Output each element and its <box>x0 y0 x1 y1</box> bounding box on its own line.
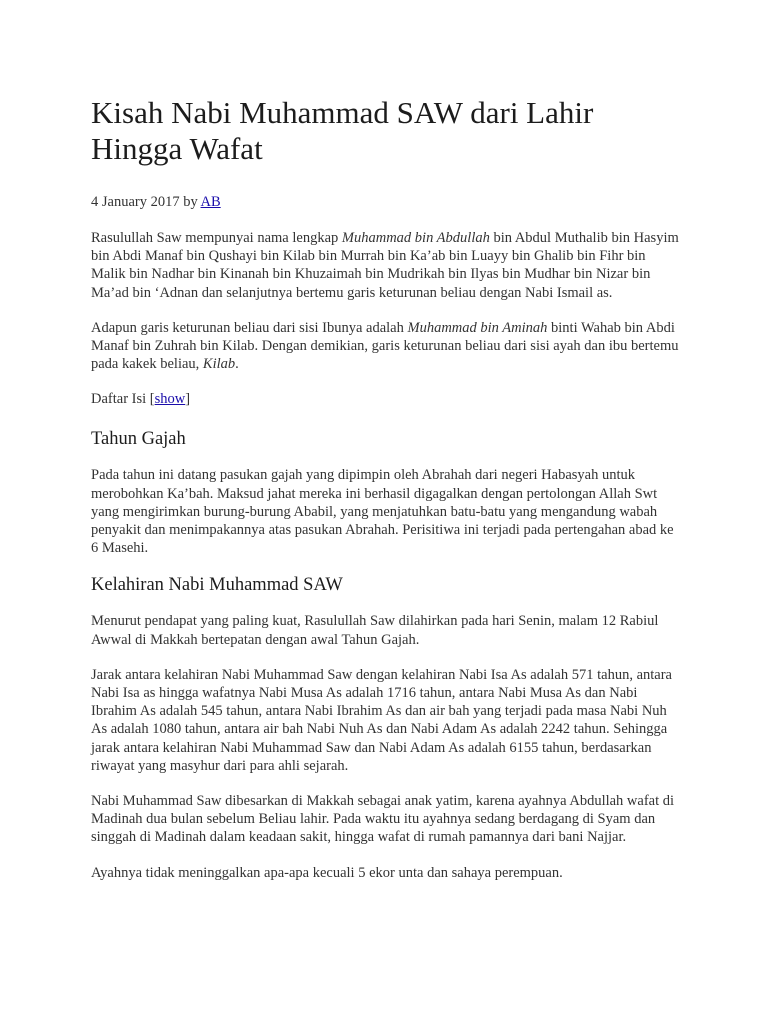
section2-paragraph-1: Menurut pendapat yang paling kuat, Rasulullah Saw dilahirkan pada hari Senin, malam 12 Rabiul Awwal di Makkah bertepatan dengan awal Tahun Gajah. <box>91 613 659 648</box>
intro-paragraph-2 <box>91 319 681 374</box>
intro-p1-text-b: bin Abdul Muthalib bin Hasyim bin Abdi Manaf bin Qushayi bin Kilab bin Murrah bin Ka’ab bin Luayy bin Ghalib bin Fihr bin Malik bin Nadhar bin Kinanah bin Khuzaimah bin Mudrikah bin Ilyas bin Mudhar bin Nizar bin Ma’ad bin ‘Adnan dan selanjutnya bertemu garis keturunan beliau dengan Nabi Ismail as. <box>91 230 679 301</box>
section1-paragraph-1: Pada tahun ini datang pasukan gajah yang dipimpin oleh Abrahah dari negeri Habasyah untuk merobohkan Ka’bah. Maksud jahat mereka ini berhasil digagalkan dengan pertolongan Allah Swt yang mengirimkan burung-burung Ababil, yang menjatuhkan batu-batu yang mengandung wabah penyakit dan menimpakannya atas pasukan Abrahah. Perisitiwa ini terjadi pada pertengahan abad ke 6 Masehi. <box>91 467 674 557</box>
section-heading-tahun-gajah: Tahun Gajah <box>91 429 186 450</box>
section2-paragraph-2: Jarak antara kelahiran Nabi Muhammad Saw dengan kelahiran Nabi Isa As adalah 571 tahun, antara Nabi Isa as hingga wafatnya Nabi Musa As adalah 1716 tahun, antara Nabi Musa As dan Nabi Ibrahim As adalah 545 tahun, antara Nabi Ibrahim As dan air bah yang terjadi pada masa Nabi Nuh As adalah 1080 tahun, antara air bah Nabi Nuh As dan Nabi Adam As adalah 2242 tahun. Sehingga jarak antara kelahiran Nabi Muhammad Saw dan Nabi Adam As adalah 6155 tahun, berdasarkan riwayat yang masyhur dari para ahli sejarah. <box>91 666 672 774</box>
section-heading-kelahiran: Kelahiran Nabi Muhammad SAW <box>91 575 343 596</box>
article-meta <box>91 193 681 211</box>
intro-p1-text-a: Rasulullah Saw mempunyai nama lengkap <box>91 230 342 246</box>
table-of-contents <box>91 390 681 408</box>
toc-show-link[interactable]: show <box>154 391 186 408</box>
section2-paragraph-4: Ayahnya tidak meninggalkan apa-apa kecuali 5 ekor unta dan sahaya perempuan. <box>91 864 563 881</box>
by-text: by <box>183 194 198 210</box>
author-link[interactable]: AB <box>200 194 221 210</box>
toc-label: Daftar Isi [ <box>91 391 155 408</box>
article-title: Kisah Nabi Muhammad SAW dari Lahir Hingga Wafat <box>91 95 594 166</box>
intro-p2-emphasis-2: Kilab <box>202 356 236 373</box>
section2-paragraph-3: Nabi Muhammad Saw dibesarkan di Makkah sebagai anak yatim, karena ayahnya Abdullah wafat di Madinah dua bulan sebelum Beliau lahir. Pada waktu itu ayahnya sedang berdagang di Syam dan singgah di Madinah dalam keadaan sakit, hingga wafat di rumah pamannya dari bani Najjar. <box>91 793 675 846</box>
intro-paragraph-1 <box>91 229 681 302</box>
intro-p2-text-c: . <box>235 356 239 373</box>
intro-p1-emphasis: Muhammad bin Abdullah <box>341 230 490 246</box>
intro-p2-text-a: Adapun garis keturunan beliau dari sisi Ibunya adalah <box>91 319 408 336</box>
article <box>91 95 681 899</box>
toc-close-bracket: ] <box>185 391 191 408</box>
post-date: 4 January 2017 <box>91 194 180 210</box>
intro-p2-text-b: binti Wahab bin Abdi Manaf bin Zuhrah bin Kilab. Dengan demikian, garis keturunan beliau dari sisi ayah dan ibu bertemu pada kakek beliau, <box>91 319 679 373</box>
intro-p2-emphasis: Muhammad bin Aminah <box>407 319 548 336</box>
